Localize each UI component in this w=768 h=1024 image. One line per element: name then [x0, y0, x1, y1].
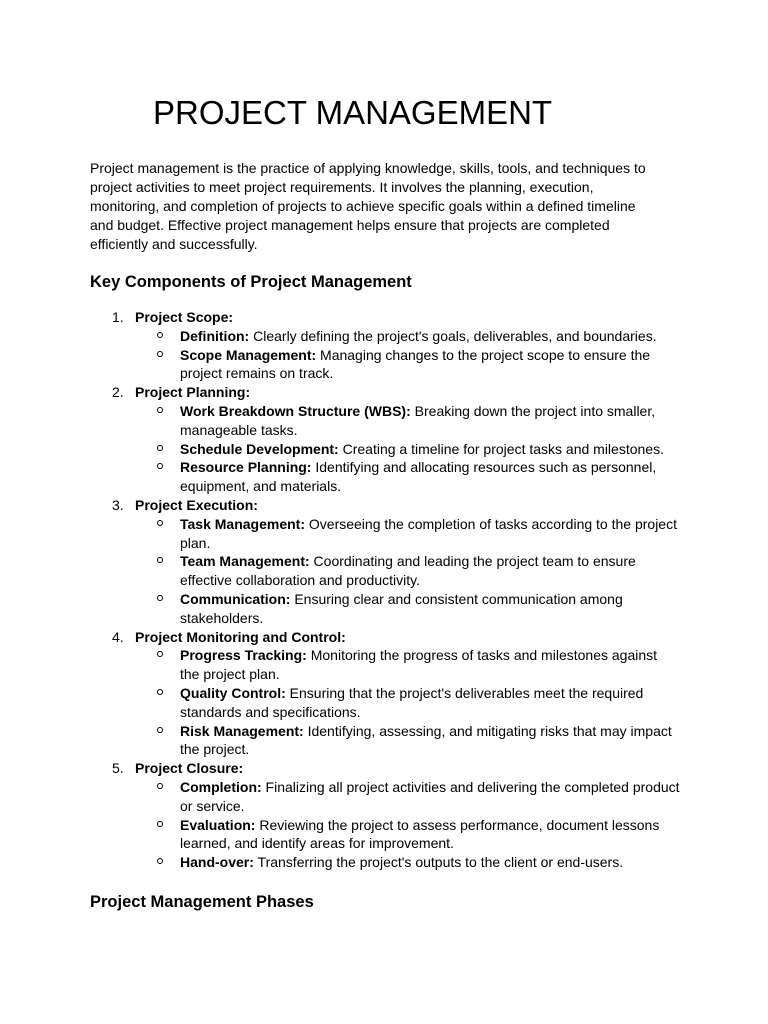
hollow-bullet-icon — [157, 463, 163, 469]
subitem-text: Breaking down the project into smaller, manageable tasks. — [180, 402, 656, 438]
hollow-bullet-icon — [157, 407, 163, 413]
component-subitems — [135, 402, 690, 496]
hollow-bullet-icon — [157, 332, 163, 338]
subitem — [135, 590, 680, 628]
subitem-term: Quality Control: — [180, 684, 286, 701]
component-title: Project Planning: — [135, 384, 251, 401]
component-subitems — [135, 515, 690, 628]
subitem-term: Resource Planning: — [180, 459, 312, 476]
subitem — [135, 646, 680, 684]
subitem — [135, 515, 680, 553]
subitem-text: Identifying, assessing, and mitigating risks that may impact the project. — [180, 722, 672, 758]
subitem-term: Progress Tracking: — [180, 647, 307, 664]
component-subitems — [135, 646, 690, 759]
component-number: 3. — [112, 496, 124, 513]
component-title: Project Execution: — [135, 496, 258, 513]
phases-heading: Project Management Phases — [90, 893, 314, 911]
subitem-term: Definition: — [180, 327, 250, 344]
subitem — [135, 816, 680, 854]
subitem-term: Work Breakdown Structure (WBS): — [180, 402, 411, 419]
component-item — [90, 496, 690, 628]
key-components-heading: Key Components of Project Management — [90, 273, 412, 291]
subitem-text: Coordinating and leading the project team to ensure effective collaboration and productivity. — [180, 553, 636, 589]
subitem — [135, 458, 680, 496]
subitem-term: Risk Management: — [180, 722, 304, 739]
intro-paragraph: Project management is the practice of applying knowledge, skills, tools, and techniques to project activities to meet project requirements. It involves the planning, execution, monitoring, and completion of projects to achieve specific goals within a defined timeline and budget. Effective project management helps ensure that projects are completed efficiently and successfully. — [90, 160, 646, 252]
subitem — [135, 402, 680, 440]
hollow-bullet-icon — [157, 557, 163, 563]
subitem-text: Managing changes to the project scope to ensure the project remains on track. — [180, 346, 651, 382]
subitem-text: Finalizing all project activities and delivering the completed product or service. — [180, 778, 680, 814]
subitem-term: Communication: — [180, 590, 291, 607]
subitem — [135, 552, 680, 590]
subitem-term: Scope Management: — [180, 346, 317, 363]
component-subitems — [135, 778, 690, 872]
component-number: 1. — [112, 309, 124, 325]
subitem-text: Ensuring clear and consistent communication among stakeholders. — [180, 590, 623, 626]
subitem-term: Task Management: — [180, 515, 305, 532]
subitem-term: Team Management: — [180, 553, 310, 570]
subitem-text: Clearly defining the project's goals, deliverables, and boundaries. — [249, 327, 657, 344]
subitem — [135, 346, 680, 384]
components-list — [90, 308, 690, 872]
hollow-bullet-icon — [157, 858, 163, 864]
hollow-bullet-icon — [157, 595, 163, 601]
page-title: PROJECT MANAGEMENT — [153, 94, 553, 131]
component-item — [90, 383, 690, 496]
subitem-text: Overseeing the completion of tasks according to the project plan. — [180, 515, 677, 551]
hollow-bullet-icon — [157, 689, 163, 695]
subitem — [135, 853, 680, 872]
subitem-term: Evaluation: — [180, 816, 256, 833]
component-item — [90, 308, 690, 383]
component-title: Project Monitoring and Control: — [135, 628, 346, 645]
subitem-text: Transferring the project's outputs to the client or end-users. — [253, 854, 624, 871]
subitem-term: Hand-over: — [180, 854, 254, 871]
hollow-bullet-icon — [157, 783, 163, 789]
subitem-text: Ensuring that the project's deliverables meet the required standards and specifications. — [180, 684, 644, 720]
component-number: 4. — [112, 628, 124, 645]
hollow-bullet-icon — [157, 445, 163, 451]
subitem — [135, 684, 680, 722]
subitem-text: Monitoring the progress of tasks and milestones against the project plan. — [180, 647, 658, 683]
hollow-bullet-icon — [157, 351, 163, 357]
hollow-bullet-icon — [157, 520, 163, 526]
subitem-term: Completion: — [180, 778, 262, 795]
subitem-text: Reviewing the project to assess performance, document lessons learned, and identify areas for improvement. — [180, 816, 660, 852]
subitem — [135, 440, 680, 459]
component-subitems — [135, 327, 690, 383]
subitem — [135, 327, 680, 346]
component-number: 2. — [112, 384, 124, 401]
component-item — [90, 628, 690, 760]
subitem-term: Schedule Development: — [180, 440, 339, 457]
component-item — [90, 759, 690, 872]
subitem-text: Identifying and allocating resources such as personnel, equipment, and materials. — [180, 459, 657, 495]
hollow-bullet-icon — [157, 727, 163, 733]
hollow-bullet-icon — [157, 651, 163, 657]
hollow-bullet-icon — [157, 821, 163, 827]
component-title: Project Closure: — [135, 760, 244, 777]
component-title: Project Scope: — [135, 309, 234, 325]
subitem — [135, 778, 680, 816]
subitem-text: Creating a timeline for project tasks and milestones. — [338, 440, 664, 457]
component-number: 5. — [112, 760, 124, 777]
subitem — [135, 722, 680, 760]
